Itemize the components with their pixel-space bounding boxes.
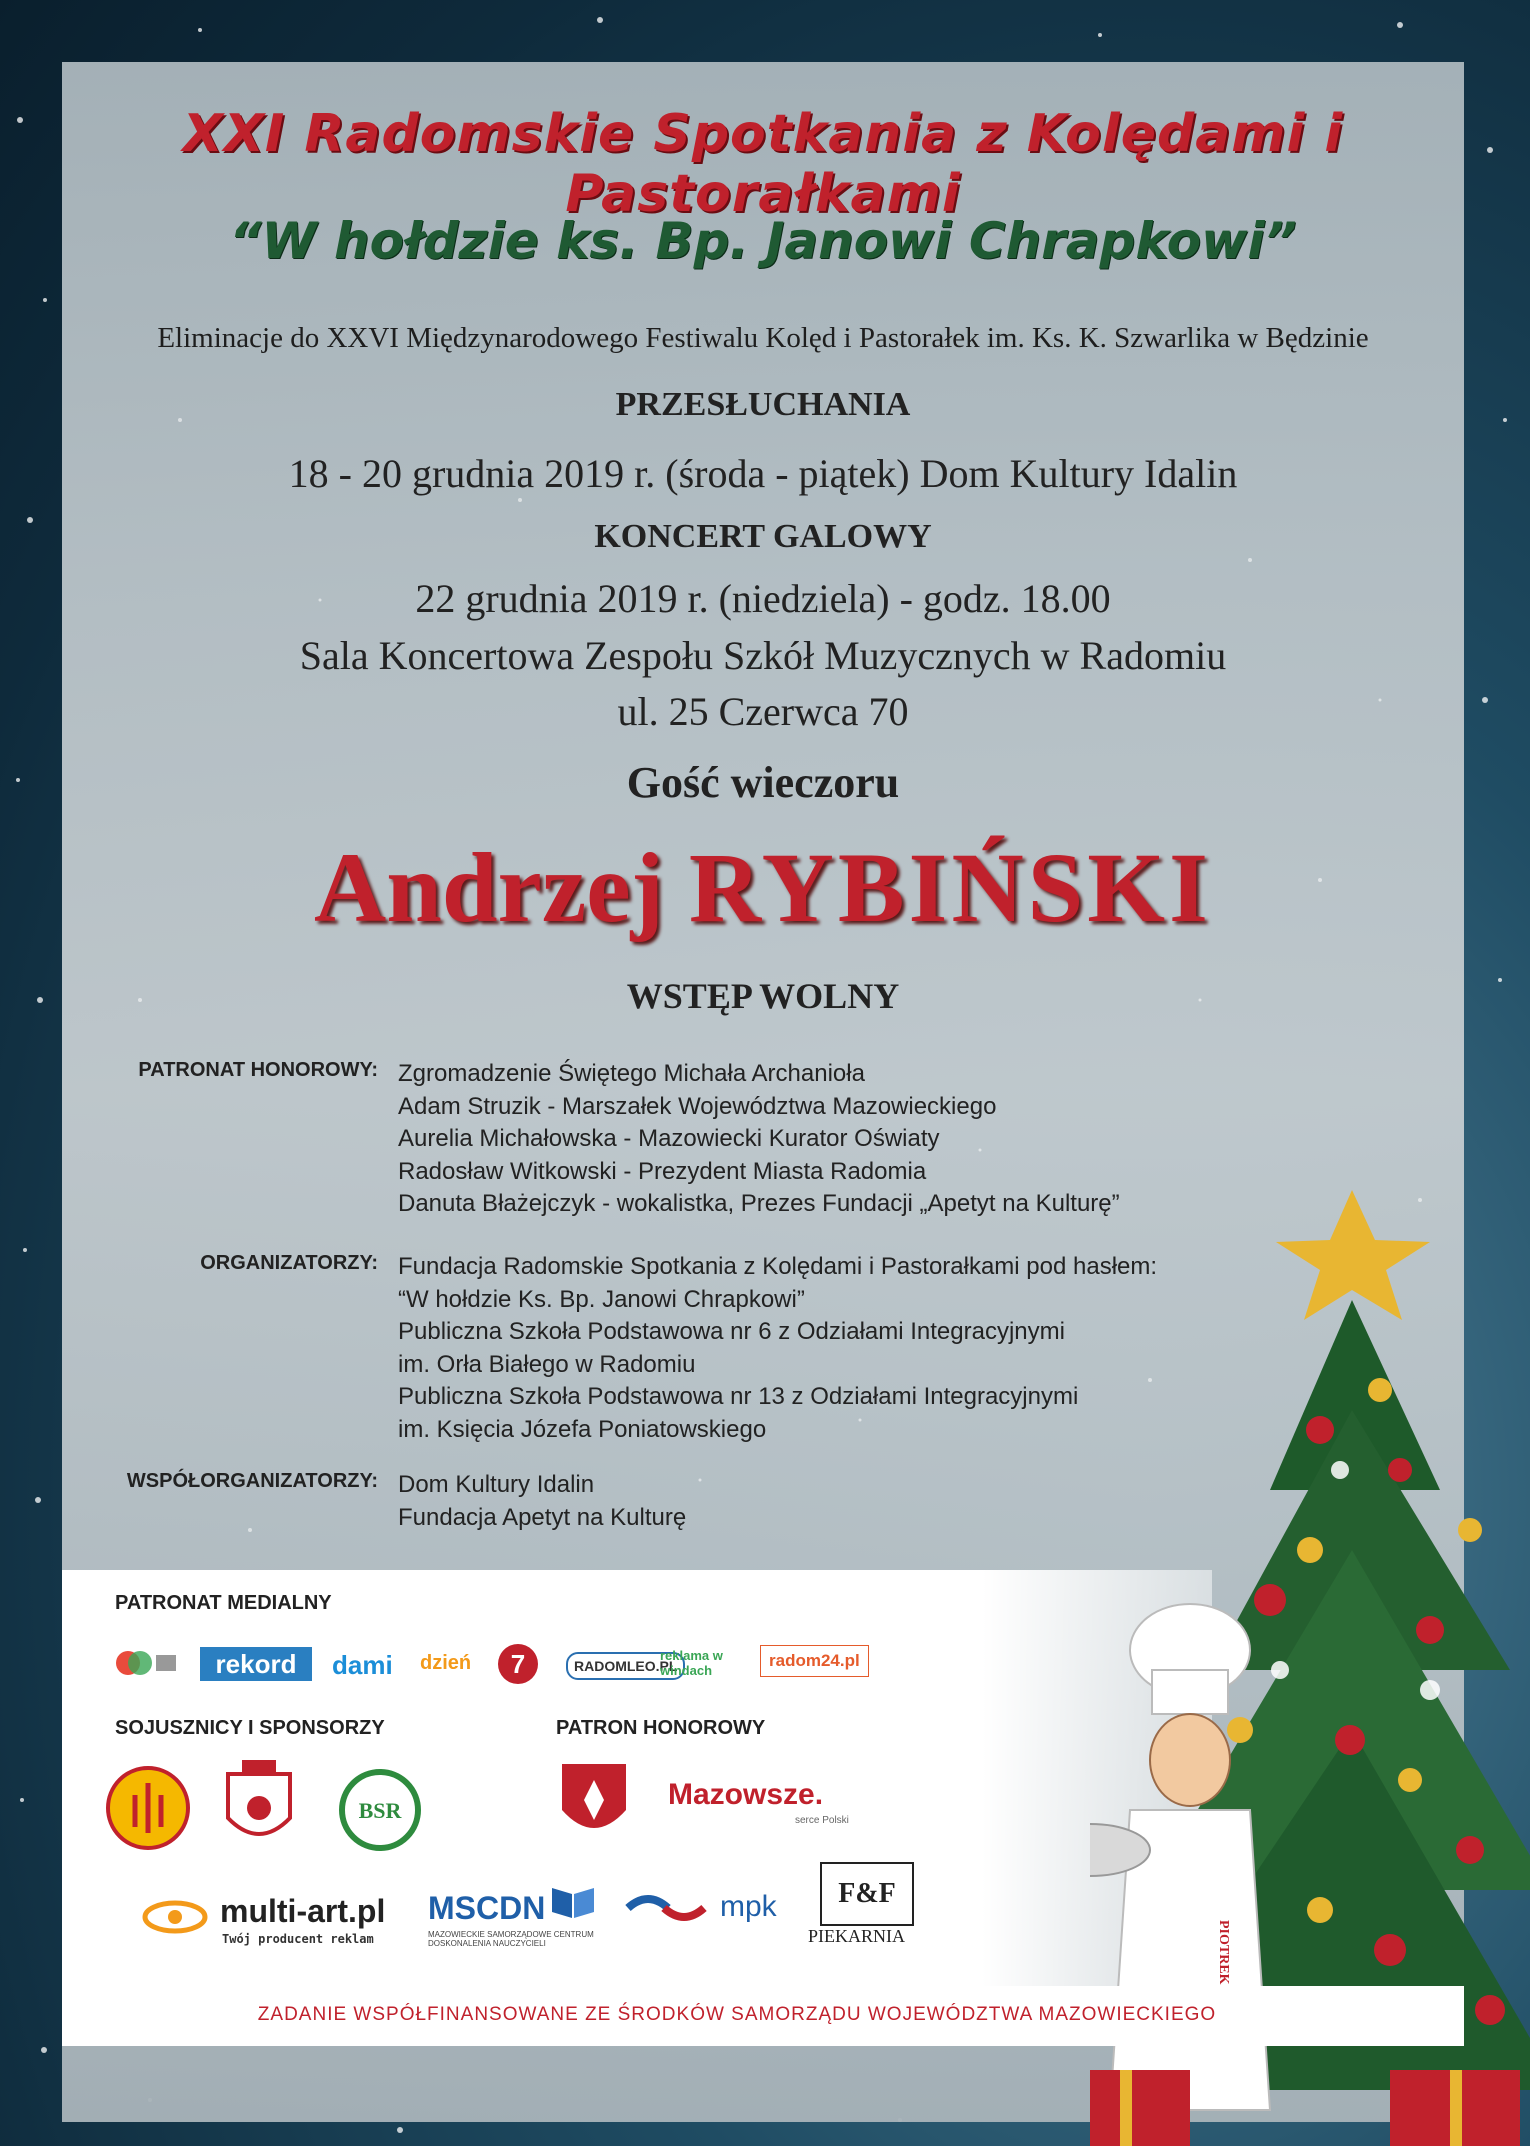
chef-apron-text: PIOTREK xyxy=(1216,1920,1231,1985)
media-logo-radomleo: RADOMLEO.PL xyxy=(566,1652,685,1680)
media-logo-7: 7 xyxy=(498,1644,538,1684)
mscdn-logo: MSCDN xyxy=(428,1890,546,1926)
guest-first-name: Andrzej xyxy=(314,832,664,943)
auditions-details: 18 - 20 grudnia 2019 r. (środa - piątek) Dom Kultury Idalin xyxy=(288,451,1238,496)
organizers-label: ORGANIZATORZY: xyxy=(200,1252,378,1274)
gala-date: 22 grudnia 2019 r. (niedziela) - godz. 18.00 xyxy=(415,576,1111,621)
auditions-heading: PRZESŁUCHANIA xyxy=(615,386,911,423)
coorganizer-line: Fundacja Apetyt na Kulturę xyxy=(398,1503,687,1531)
organizer-line: “W hołdzie Ks. Bp. Janowi Chrapkowi” xyxy=(398,1285,805,1313)
honorary-line: Danuta Błażejczyk - wokalistka, Prezes Fundacji „Apetyt na Kulturę” xyxy=(398,1190,1120,1217)
festival-title: XXI Radomskie Spotkania z Kolędami i Pastorałkami xyxy=(182,104,1344,224)
guest-name xyxy=(62,830,1464,945)
multiart-logo: multi-art.pl xyxy=(220,1893,386,1929)
gala-venue: Sala Koncertowa Zespołu Szkół Muzycznych w Radomiu xyxy=(299,633,1227,678)
guest-label: Gość wieczoru xyxy=(626,758,900,807)
mpk-mark-icon xyxy=(624,1890,708,1926)
festival-subtitle: Eliminacje do XXVI Międzynarodowego Festiwalu Kolęd i Pastorałek im. Ks. K. Szwarlika w Będzinie xyxy=(157,322,1369,354)
honorary-line: Aurelia Michałowska - Mazowiecki Kurator Oświaty xyxy=(398,1125,940,1152)
multiart-eye-icon xyxy=(140,1893,210,1937)
organizer-line: im. Orła Białego w Radomiu xyxy=(398,1350,696,1378)
coorganizers-label: WSPÓŁORGANIZATORZY: xyxy=(126,1470,378,1492)
media-patron-heading: PATRONAT MEDIALNY xyxy=(115,1592,332,1614)
organizer-line: Publiczna Szkoła Podstawowa nr 13 z Odziałami Integracyjnymi xyxy=(398,1383,1079,1410)
bank-logo-icon xyxy=(338,1768,422,1852)
honorary-list xyxy=(398,1058,1120,1221)
mazowsze-logo: Mazowsze. xyxy=(668,1778,824,1811)
honorary-line: Radosław Witkowski - Prezydent Miasta Radomia xyxy=(398,1157,927,1185)
coorganizers-list xyxy=(398,1469,686,1534)
organizer-line: Publiczna Szkoła Podstawowa nr 6 z Odziałami Integracyjnymi xyxy=(398,1318,1065,1345)
mazovia-eagle-icon xyxy=(558,1760,630,1846)
organizers-list xyxy=(398,1251,1157,1446)
media-logo-mark xyxy=(110,1645,180,1681)
allies-heading: SOJUSZNICY I SPONSORZY xyxy=(115,1717,385,1739)
media-logo-dami: dami xyxy=(332,1650,393,1680)
mpk-logo: mpk xyxy=(720,1890,777,1923)
organizer-line: Fundacja Radomskie Spotkania z Kolędami i Pastorałkami pod hasłem: xyxy=(398,1253,1158,1280)
honorary-label: PATRONAT HONOROWY: xyxy=(138,1059,378,1081)
radom-coat-of-arms-icon xyxy=(222,1752,296,1852)
multiart-tagline: Twój producent reklam xyxy=(222,1932,374,1946)
cofinancing-note: ZADANIE WSPÓŁFINANSOWANE ZE ŚRODKÓW SAMORZĄDU WOJEWÓDZTWA MAZOWIECKIEGO xyxy=(257,2004,1217,2025)
mazowsze-tagline: serce Polski xyxy=(795,1815,849,1826)
gala-address: ul. 25 Czerwca 70 xyxy=(617,689,909,734)
mscdn-tagline: MAZOWIECKIE SAMORZĄDOWE CENTRUM DOSKONALENIA NAUCZYCIELI xyxy=(428,1930,594,1948)
festival-motto: “W hołdzie ks. Bp. Janowi Chrapkowi” xyxy=(229,212,1297,270)
ff-logo: F&F xyxy=(820,1862,914,1926)
media-logo-rekord: rekord xyxy=(200,1647,312,1681)
ff-tagline: PIEKARNIA xyxy=(808,1926,905,1946)
honorary-line: Zgromadzenie Świętego Michała Archanioła xyxy=(398,1060,865,1087)
coorganizer-line: Dom Kultury Idalin xyxy=(398,1471,595,1498)
organizer-line: im. Księcia Józefa Poniatowskiego xyxy=(398,1415,767,1443)
patron-heading: PATRON HONOROWY xyxy=(556,1717,766,1739)
sponsor-logo-round-icon xyxy=(105,1765,191,1851)
media-logo-radom24: radom24.pl xyxy=(760,1645,869,1677)
admission: WSTĘP WOLNY xyxy=(626,976,900,1016)
guest-last-name: RYBIŃSKI xyxy=(688,832,1212,943)
media-logo-dzien: dzień xyxy=(420,1652,472,1674)
gala-heading: KONCERT GALOWY xyxy=(594,518,932,555)
media-logo-windy: reklama w windach xyxy=(660,1648,723,1678)
honorary-line: Adam Struzik - Marszałek Województwa Mazowieckiego xyxy=(398,1092,997,1120)
bank-logo-text: BSR xyxy=(358,1798,402,1823)
mscdn-book-icon xyxy=(548,1880,598,1920)
